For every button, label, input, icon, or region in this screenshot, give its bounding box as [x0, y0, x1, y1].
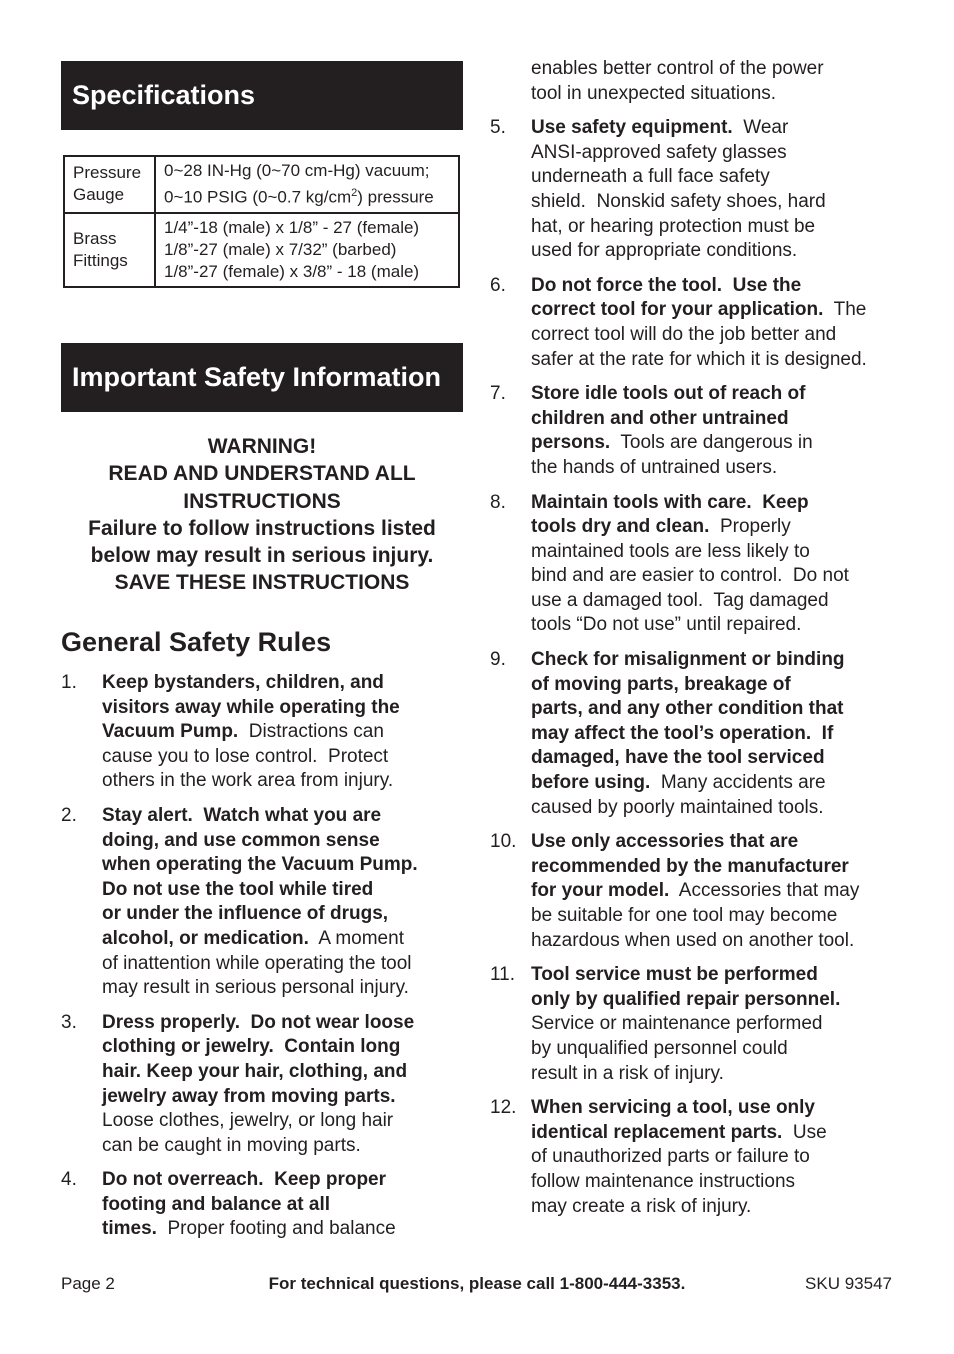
rule-bold-text: Vacuum Pump. — [102, 721, 239, 743]
rule-line — [102, 1060, 465, 1085]
rule-plain-text: tools “Do not use” until repaired. — [531, 614, 802, 636]
rule-plain-text: Wear — [732, 117, 789, 139]
rule-line — [531, 491, 900, 516]
rule-line — [531, 904, 900, 929]
rule-bold-text: may affect the tool’s operation. If — [531, 722, 834, 744]
rule-line — [531, 1195, 900, 1220]
rule-line — [102, 902, 465, 927]
rule-line — [531, 323, 900, 348]
rule-line — [531, 830, 900, 855]
rule-bold-text: Do not overreach. Keep proper — [102, 1169, 387, 1191]
spec-value-line — [164, 182, 450, 209]
warning-line: below may result in serious injury. — [90, 544, 434, 568]
rule-plain-text: use a damaged tool. Tag damaged — [531, 589, 829, 611]
rule-line — [531, 141, 900, 166]
rule-number: 11. — [490, 964, 516, 986]
spec-value — [155, 213, 459, 287]
rule-bold-text: Use only accessories that are — [531, 831, 799, 853]
continued-rule-text — [531, 57, 900, 106]
specifications-table — [63, 155, 460, 288]
rule-bold-text: Do not use the tool while tired — [102, 878, 374, 900]
rule-bold-text: of moving parts, breakage of — [531, 673, 791, 695]
rule-bold-text: Keep bystanders, children, and — [102, 672, 384, 693]
rule-text — [102, 804, 465, 1001]
rule-bold-text: doing, and use common sense — [102, 829, 380, 851]
rule-line — [531, 963, 900, 988]
rule-plain-text: hat, or hearing protection must be — [531, 215, 816, 237]
spec-value-text: ) pressure — [357, 187, 434, 207]
rule-bold-text: children and other untrained — [531, 407, 789, 429]
rule-plain-text: be suitable for one tool may become — [531, 905, 838, 926]
rule-bold-text: clothing or jewelry. Contain long — [102, 1036, 401, 1058]
rule-plain-text: caused by poorly maintained tools. — [531, 796, 824, 818]
rule-plain-text: safer at the rate for which it is designed. — [531, 348, 867, 370]
spec-value-line: 1/4”-18 (male) x 1/8” - 27 (female) — [164, 217, 420, 237]
rule-number: 9. — [490, 649, 506, 671]
rule-plain-text: shield. Nonskid safety shoes, hard — [531, 190, 826, 212]
specifications-heading: Specifications — [61, 61, 463, 130]
rule-plain-text: of inattention while operating the tool — [102, 952, 412, 974]
rule-number: 10. — [490, 831, 517, 853]
rule-line — [531, 515, 900, 540]
rule-bold-text: When servicing a tool, use only — [531, 1097, 815, 1119]
rule-plain-text: The — [823, 299, 867, 321]
spec-label — [64, 213, 155, 287]
superscript: 2 — [351, 187, 358, 199]
rule-line — [102, 853, 465, 878]
rule-text — [102, 671, 465, 794]
spec-value-text: 0~10 PSIG (0~0.7 kg/cm — [164, 187, 352, 207]
rule-line — [531, 589, 900, 614]
rules-right-column — [490, 57, 900, 1229]
rule-item — [61, 804, 465, 1001]
rule-line — [531, 722, 900, 747]
rules-right-list — [490, 116, 900, 1219]
rule-plain-text: Accessories that may — [669, 880, 860, 902]
rule-line — [531, 697, 900, 722]
rule-line — [102, 952, 465, 977]
rule-line — [102, 1193, 465, 1218]
rule-line — [531, 239, 900, 264]
spec-value-line: 0~28 IN-Hg (0~70 cm-Hg) vacuum; — [164, 161, 430, 180]
rule-plain-text: the hands of untrained users. — [531, 456, 778, 478]
rule-line — [531, 929, 900, 954]
warning-line: Failure to follow instructions listed — [88, 516, 436, 540]
general-safety-rules-heading: General Safety Rules — [61, 627, 332, 657]
rule-plain-text: result in a risk of injury. — [531, 1062, 724, 1084]
rule-line — [531, 1121, 900, 1146]
rule-item — [490, 648, 900, 820]
rule-line — [531, 613, 900, 638]
rule-line — [531, 116, 900, 141]
rule-item — [490, 491, 900, 639]
rule-item — [490, 382, 900, 480]
rule-line — [102, 927, 465, 952]
rule-bold-text: only by qualified repair personnel. — [531, 988, 841, 1010]
rule-plain-text: hazardous when used on another tool. — [531, 929, 855, 951]
rule-bold-text: Stay alert. Watch what you are — [102, 804, 382, 826]
rule-text — [531, 382, 900, 480]
rule-number: 1. — [61, 672, 77, 693]
rule-line — [102, 1217, 465, 1242]
rule-plain-text: correct tool will do the job better and — [531, 323, 837, 345]
rule-number: 4. — [61, 1169, 77, 1191]
rule-bold-text: Tool service must be performed — [531, 964, 818, 986]
rule-line — [531, 648, 900, 673]
rule-line — [531, 746, 900, 771]
rule-plain-text: A moment — [308, 927, 404, 949]
rule-number: 7. — [490, 383, 506, 405]
rule-bold-text: or under the influence of drugs, — [102, 903, 389, 925]
rule-item — [490, 830, 900, 953]
spec-label-line: Gauge — [73, 185, 125, 205]
rule-line — [102, 829, 465, 854]
rule-line — [102, 1011, 465, 1036]
rule-line — [531, 540, 900, 565]
rule-line — [531, 456, 900, 481]
rule-line — [102, 671, 465, 696]
rule-text — [531, 491, 900, 639]
rule-line — [531, 215, 900, 240]
rule-line — [531, 407, 900, 432]
rule-line — [531, 796, 900, 821]
rule-text — [531, 274, 900, 372]
rule-line — [531, 190, 900, 215]
rule-item — [61, 671, 465, 794]
rule-text — [531, 1096, 900, 1219]
rule-bold-text: visitors away while operating the — [102, 696, 400, 718]
rule-item — [490, 274, 900, 372]
rule-line — [531, 1170, 900, 1195]
rule-line — [102, 696, 465, 721]
rule-line — [531, 382, 900, 407]
spec-value — [155, 156, 459, 213]
rule-bold-text: identical replacement parts. — [531, 1121, 783, 1143]
rule-number: 5. — [490, 117, 506, 139]
rule-number: 2. — [61, 804, 77, 826]
warning-block — [61, 433, 463, 597]
spec-label-line: Brass — [73, 228, 117, 248]
spec-value-line: 1/8”-27 (female) x 3/8” - 18 (male) — [164, 261, 420, 281]
rule-plain-text: maintained tools are less likely to — [531, 540, 810, 562]
rule-line — [531, 348, 900, 373]
rule-item — [61, 1168, 465, 1242]
rule-plain-text: of unauthorized parts or failure to — [531, 1146, 810, 1168]
rule-plain-text: Proper footing and balance — [156, 1218, 396, 1240]
rule-line — [102, 804, 465, 829]
rule-line — [531, 1062, 900, 1087]
rule-text — [531, 830, 900, 953]
rule-bold-text: correct tool for your application. — [531, 299, 824, 321]
rule-plain-text: by unqualified personnel could — [531, 1037, 788, 1059]
rule-plain-text: Distractions can — [238, 721, 384, 743]
rule-item — [61, 1011, 465, 1159]
rule-text — [531, 648, 900, 820]
rule-line — [531, 564, 900, 589]
rule-bold-text: Check for misalignment or binding — [531, 649, 845, 671]
rule-plain-text: underneath a full face safety — [531, 166, 770, 188]
spec-row-brass-fittings — [64, 213, 459, 287]
rule-plain-text: used for appropriate conditions. — [531, 240, 798, 262]
rule-text — [102, 1168, 465, 1242]
rule-line — [102, 745, 465, 770]
rule-bold-text: Do not force the tool. Use the — [531, 274, 802, 296]
rule-plain-text: Tools are dangerous in — [610, 432, 813, 454]
rule-line — [102, 1168, 465, 1193]
rule-bold-text: for your model. — [531, 880, 670, 902]
rule-text — [102, 1011, 465, 1159]
warning-line: SAVE THESE INSTRUCTIONS — [114, 571, 410, 595]
rule-plain-text: bind and are easier to control. Do not — [531, 565, 849, 587]
rule-plain-text: ANSI-approved safety glasses — [531, 141, 787, 163]
rule-line — [531, 1012, 900, 1037]
rule-line — [102, 1035, 465, 1060]
rule-plain-text: Properly — [709, 516, 791, 538]
spec-row-pressure-gauge — [64, 156, 459, 213]
rule-bold-text: alcohol, or medication. — [102, 927, 309, 949]
rule-item — [490, 963, 900, 1086]
rule-line — [531, 1096, 900, 1121]
sku-number: SKU 93547 — [805, 1274, 892, 1293]
rule-bold-text: recommended by the manufacturer — [531, 855, 849, 877]
spec-label-line: Fittings — [73, 250, 128, 270]
rule-plain-text: can be caught in moving parts. — [102, 1134, 361, 1156]
rule-line — [531, 1145, 900, 1170]
rule-line — [102, 1085, 465, 1110]
warning-line: WARNING! — [207, 435, 317, 458]
rule-line — [102, 1109, 465, 1134]
rule-plain-text: others in the work area from injury. — [102, 770, 394, 792]
rule-line — [531, 298, 900, 323]
rule-line — [531, 771, 900, 796]
rule-line — [531, 673, 900, 698]
rule-plain-text: follow maintenance instructions — [531, 1170, 796, 1192]
rule-bold-text: times. — [102, 1218, 157, 1240]
rule-bold-text: footing and balance at all — [102, 1193, 331, 1215]
rule-line — [531, 879, 900, 904]
continued-rule — [490, 57, 900, 106]
rule-number: 3. — [61, 1011, 77, 1033]
rule-number: 12. — [490, 1097, 517, 1119]
rules-left-column — [61, 671, 465, 1252]
rule-line — [531, 988, 900, 1013]
page-number: Page 2 — [61, 1274, 115, 1293]
rule-line — [531, 431, 900, 456]
spec-label-line: Pressure — [73, 163, 142, 183]
rule-bold-text: before using. — [531, 772, 651, 794]
rule-bold-text: parts, and any other condition that — [531, 698, 844, 720]
rule-bold-text: Maintain tools with care. Keep — [531, 491, 809, 513]
rule-bold-text: Use safety equipment. — [531, 117, 733, 139]
rule-bold-text: Dress properly. Do not wear loose — [102, 1011, 415, 1033]
technical-questions-phone: For technical questions, please call 1-800-444-3353. — [268, 1274, 686, 1293]
rule-bold-text: persons. — [531, 432, 611, 454]
spec-value-line: 1/8”-27 (male) x 7/32” (barbed) — [164, 239, 397, 259]
rule-bold-text: Store idle tools out of reach of — [531, 383, 806, 405]
rule-line — [531, 165, 900, 190]
rule-number: 8. — [490, 491, 506, 513]
rule-line — [102, 976, 465, 1001]
rule-plain-text: may create a risk of injury. — [531, 1195, 752, 1217]
rule-text — [531, 116, 900, 264]
rule-bold-text: tools dry and clean. — [531, 516, 710, 538]
rule-plain-text: Loose clothes, jewelry, or long hair — [102, 1110, 394, 1132]
rule-line — [102, 1134, 465, 1159]
rule-line — [102, 769, 465, 794]
rule-bold-text: damaged, have the tool serviced — [531, 747, 825, 769]
rule-bold-text: hair. Keep your hair, clothing, and — [102, 1060, 408, 1082]
rule-line — [102, 720, 465, 745]
warning-line: INSTRUCTIONS — [183, 489, 341, 513]
rule-item — [490, 1096, 900, 1219]
safety-heading: Important Safety Information — [61, 343, 463, 412]
rule-bold-text: when operating the Vacuum Pump. — [102, 854, 418, 876]
rule-plain-text: Service or maintenance performed — [531, 1013, 823, 1035]
rule-plain-text: may result in serious personal injury. — [102, 977, 409, 999]
rule-line — [102, 878, 465, 903]
rule-line — [531, 1037, 900, 1062]
rule-number: 6. — [490, 274, 506, 296]
rule-line — [531, 855, 900, 880]
rule-line — [531, 274, 900, 299]
rule-plain-text: cause you to lose control. Protect — [102, 745, 389, 767]
rule-line: tool in unexpected situations. — [531, 82, 777, 104]
rule-item — [490, 116, 900, 264]
rule-plain-text: Use — [782, 1121, 827, 1143]
rule-line: enables better control of the power — [531, 58, 824, 79]
warning-line: READ AND UNDERSTAND ALL — [108, 462, 416, 486]
rule-bold-text: jewelry away from moving parts. — [102, 1085, 396, 1107]
spec-label — [64, 156, 155, 213]
rule-plain-text: Many accidents are — [650, 772, 826, 794]
rule-text — [531, 963, 900, 1086]
